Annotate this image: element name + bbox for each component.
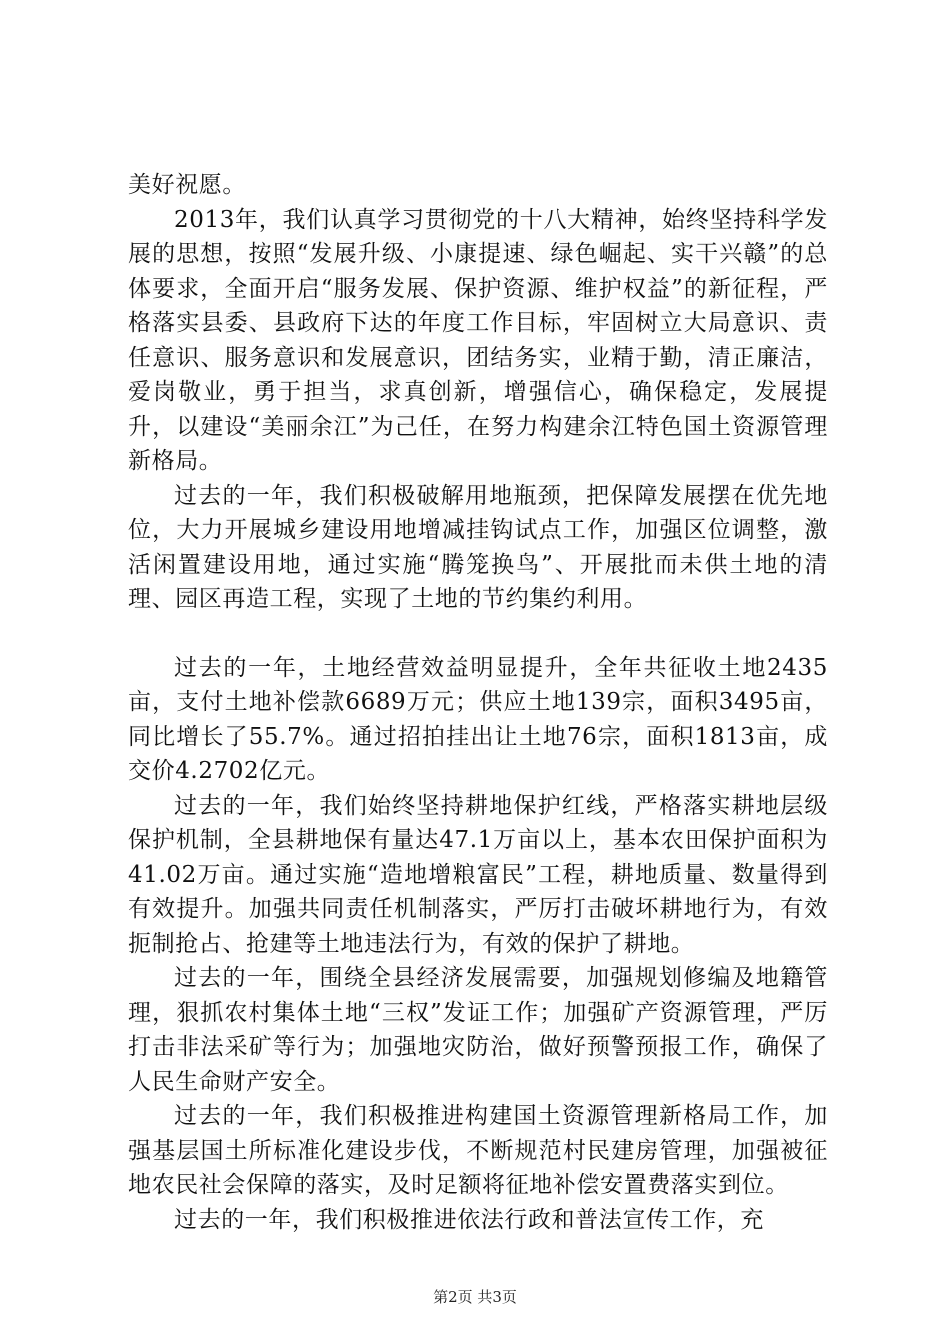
- paragraph-spacer: [128, 617, 828, 651]
- paragraph-land-use: 过去的一年，我们积极破解用地瓶颈，把保障发展摆在优先地位，大力开展城乡建设用地增减挂钩试点工作，加强区位调整，激活闲置建设用地，通过实施“腾笼换鸟”、开展批而未供土地的清理、园区再造工程，实现了土地的节约集约利用。: [128, 482, 828, 612]
- paragraph-farmland-protection: 过去的一年，我们始终坚持耕地保护红线，严格落实耕地层级保护机制，全县耕地保有量达47.1万亩以上，基本农田保护面积为41.02万亩。通过实施“造地增粮富民”工程，耕地质量、数量得到有效提升。加强共同责任机制落实，严厉打击破坏耕地行为，有效扼制抢占、抢建等土地违法行为，有效的保护了耕地。: [128, 792, 828, 957]
- page-footer: 第2页 共3页: [433, 1288, 517, 1306]
- paragraph-continuation: 美好祝愿。: [128, 172, 246, 198]
- paragraph-management-pattern: 过去的一年，我们积极推进构建国土资源管理新格局工作，加强基层国土所标准化建设步伐，不断规范村民建房管理，加强被征地农民社会保障的落实，及时足额将征地补偿安置费落实到位。: [128, 1103, 828, 1198]
- document-body: [128, 168, 828, 1237]
- paragraph-land-revenue: 过去的一年，土地经营效益明显提升，全年共征收土地2435亩，支付土地补偿款6689万元；供应土地139宗，面积3495亩，同比增长了55.7%。通过招拍挂出让土地76宗，面积1813亩，成交价4.2702亿元。: [128, 654, 828, 784]
- paragraph-2013-summary: 2013年，我们认真学习贯彻党的十八大精神，始终坚持科学发展的思想，按照“发展升级、小康提速、绿色崛起、实干兴赣”的总体要求，全面开启“服务发展、保护资源、维护权益”的新征程，严格落实县委、县政府下达的年度工作目标，牢固树立大局意识、责任意识、服务意识和发展意识，团结务实，业精于勤，清正廉洁，爱岗敬业，勇于担当，求真创新，增强信心，确保稳定，发展提升，以建设“美丽余江”为己任，在努力构建余江特色国土资源管理新格局。: [128, 206, 828, 474]
- paragraph-planning-mining: 过去的一年，围绕全县经济发展需要，加强规划修编及地籍管理，狠抓农村集体土地“三权”发证工作；加强矿产资源管理，严厉打击非法采矿等行为；加强地灾防治，做好预警预报工作，确保了人民生命财产安全。: [128, 965, 828, 1095]
- paragraph-legal-administration: 过去的一年，我们积极推进依法行政和普法宣传工作，充: [174, 1206, 764, 1233]
